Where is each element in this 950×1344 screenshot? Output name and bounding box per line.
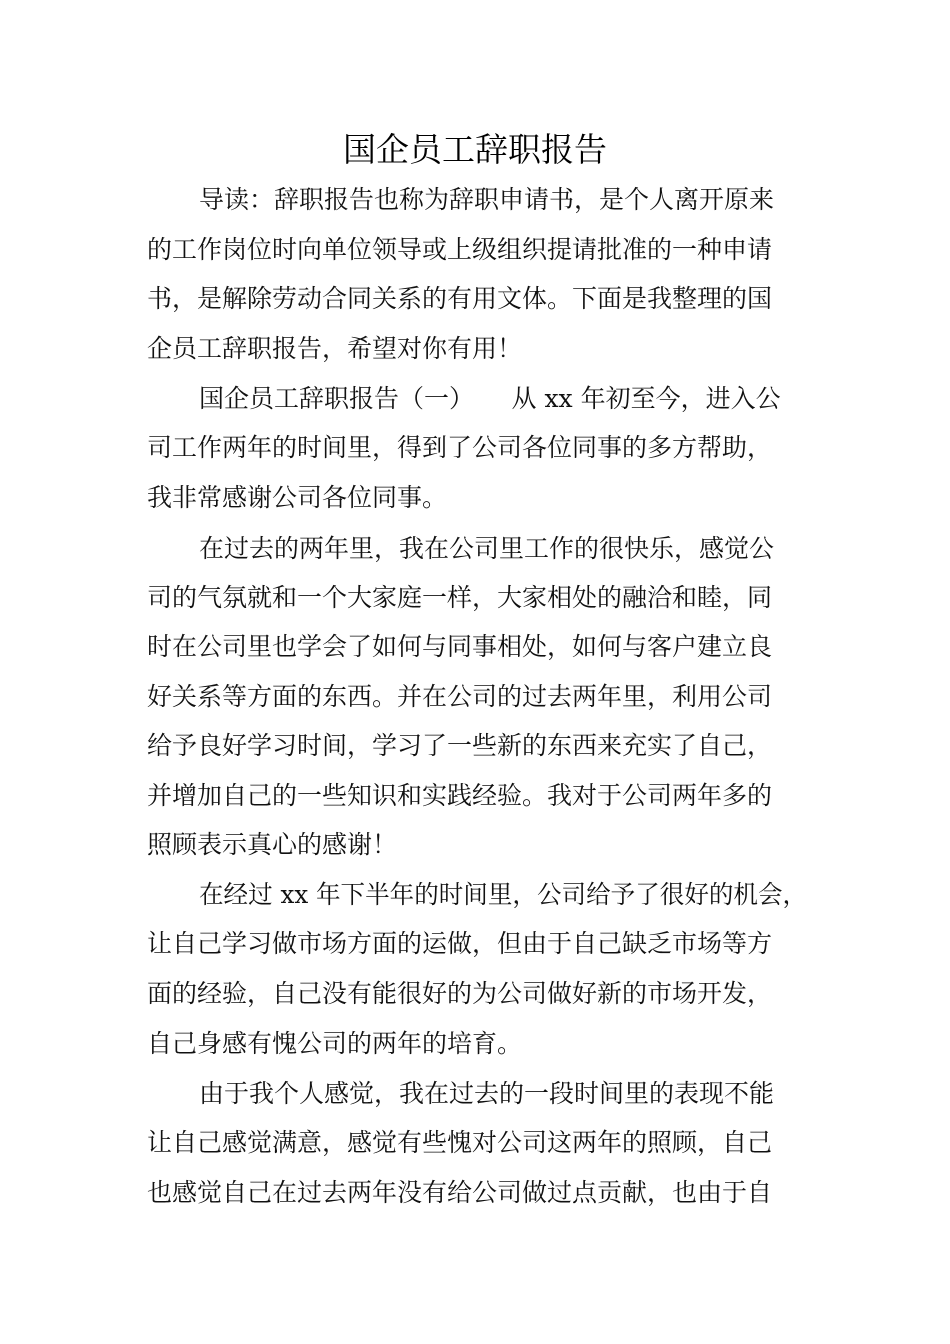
text-line: 时在公司里也学会了如何与同事相处，如何与客户建立良 [147, 632, 773, 661]
text-line: 好关系等方面的东西。并在公司的过去两年里，利用公司 [147, 682, 773, 711]
text-line: 书，是解除劳动合同关系的有用文体。下面是我整理的国 [147, 284, 773, 313]
text-line: 由于我个人感觉，我在过去的一段时间里的表现不能 [199, 1079, 775, 1108]
text-line: 照顾表示真心的感谢！ [147, 830, 398, 859]
text-line: 的工作岗位时向单位领导或上级组织提请批准的一种申请 [147, 235, 773, 264]
document-title: 国企员工辞职报告 [343, 130, 607, 169]
text-line: 让自己学习做市场方面的运做，但由于自己缺乏市场等方 [147, 929, 773, 958]
text-line: 企员工辞职报告，希望对你有用！ [147, 334, 523, 363]
text-line: 导读：辞职报告也称为辞职申请书，是个人离开原来 [199, 185, 775, 214]
text-line: 并增加自己的一些知识和实践经验。我对于公司两年多的 [147, 781, 773, 810]
text-line: 在经过 xx 年下半年的时间里，公司给予了很好的机会， [199, 880, 808, 909]
text-line: 让自己感觉满意，感觉有些愧对公司这两年的照顾，自己 [147, 1128, 773, 1157]
text-line: 国企员工辞职报告（一） 从 xx 年初至今，进入公 [199, 384, 781, 413]
text-line: 也感觉自己在过去两年没有给公司做过点贡献，也由于自 [147, 1178, 773, 1207]
text-line: 司工作两年的时间里，得到了公司各位同事的多方帮助， [147, 433, 773, 462]
text-line: 给予良好学习时间，学习了一些新的东西来充实了自己， [147, 731, 773, 760]
text-line: 我非常感谢公司各位同事。 [147, 483, 448, 512]
text-line: 在过去的两年里，我在公司里工作的很快乐，感觉公 [199, 534, 775, 563]
text-line: 司的气氛就和一个大家庭一样，大家相处的融洽和睦，同 [147, 583, 773, 612]
text-line: 面的经验，自己没有能很好的为公司做好新的市场开发， [147, 979, 773, 1008]
text-line: 自己身感有愧公司的两年的培育。 [147, 1029, 523, 1058]
